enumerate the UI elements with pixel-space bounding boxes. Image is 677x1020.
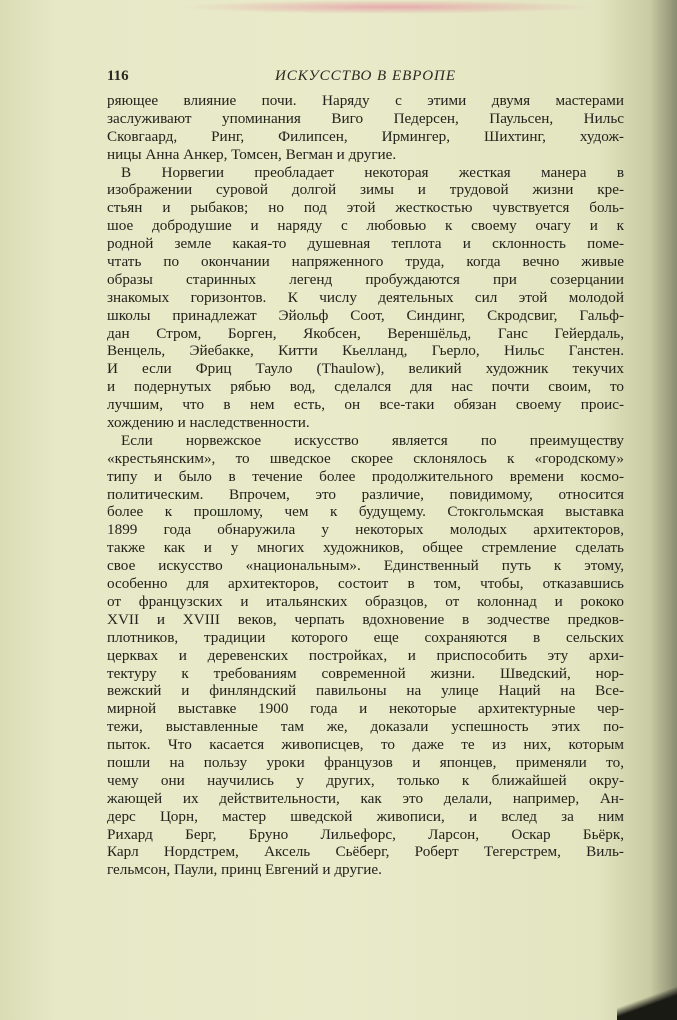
text-line: плотников, традиции которого еще сохраняются в сельских: [107, 628, 624, 646]
page-header: [107, 68, 624, 88]
text-line: «крестьянским», то шведское скорее склонялось к «городскому»: [107, 449, 624, 467]
scan-shadow: [617, 980, 677, 1020]
text-line: тектуру к требованиям современной жизни. Шведский, нор-: [107, 664, 624, 682]
text-line: ницы Анна Анкер, Томсен, Вегман и другие.: [107, 145, 397, 163]
text-line: чему они научились у других, только к ближайшей окру-: [107, 771, 624, 789]
text-line: гельмсон, Паули, принц Евгений и другие.: [107, 861, 382, 879]
page-number: 116: [107, 68, 129, 84]
text-line: 1899 года обнаружила у некоторых молодых архитекторов,: [107, 521, 624, 539]
text-line: также как и у многих художников, общее стремление сделать: [107, 539, 624, 557]
text-line: заслуживают упоминания Виго Педерсен, Паульсен, Нильс: [107, 109, 624, 127]
text-line: изображении суровой долгой зимы и трудовой жизни кре-: [107, 181, 624, 199]
text-line: от французских и итальянских образцов, от колоннад и рококо: [107, 592, 624, 610]
text-line: тежи, выставленные там же, доказали успешность этих по-: [107, 718, 624, 736]
paper-stain: [180, 0, 600, 14]
text-line: дерс Цорн, мастер шведской живописи, и вслед за ним: [107, 807, 624, 825]
text-line: Рихард Берг, Бруно Лильефорс, Ларсон, Оскар Бьёрк,: [107, 825, 624, 843]
text-line: Сковгаард, Ринг, Филипсен, Ирмингер, Шихтинг, худож-: [107, 127, 624, 145]
text-line: мирной выставке 1900 года и некоторые архитектурные чер-: [107, 700, 624, 718]
text-line: политическим. Впрочем, это различие, повидимому, относится: [107, 485, 624, 503]
text-line: особенно для архитекторов, состоит в том, чтобы, отказавшись: [107, 575, 624, 593]
text-line: И если Фриц Тауло (Thaulow), великий художник текучих: [107, 360, 624, 378]
text-line: чтать по окончании напряженного труда, когда вечно живые: [107, 253, 624, 271]
text-line: хождению и наследственности.: [107, 414, 310, 432]
text-line: жающей их действительности, как это делали, например, Ан-: [107, 789, 624, 807]
text-line: свое искусство «национальным». Единственный путь к этому,: [107, 557, 624, 575]
text-line: Карл Нордстрем, Аксель Сьёберг, Роберт Тегерстрем, Виль-: [107, 843, 624, 861]
text-line: более к прошлому, чем к будущему. Стокгольмская выставка: [107, 503, 624, 521]
text-line: вежский и финляндский павильоны на улице Наций на Все-: [107, 682, 624, 700]
text-line: дан Стром, Борген, Якобсен, Вереншёльд, Ганс Гейердаль,: [107, 324, 624, 342]
running-title: ИСКУССТВО В ЕВРОПЕ: [274, 68, 457, 84]
text-line: школы принадлежат Эйольф Соот, Синдинг, Скродсвиг, Гальф-: [107, 306, 624, 324]
text-line: Венцель, Эйебакке, Китти Кьелланд, Гьерло, Нильс Ганстен.: [107, 342, 624, 360]
text-line: ряющее влияние почи. Наряду с этими двумя мастерами: [107, 92, 624, 109]
text-line: типу и было в течение более продолжительного времени космо-: [107, 467, 624, 485]
text-line: знакомых горизонтов. К числу деятельных сил этой молодой: [107, 288, 624, 306]
text-line: и подернутых рябью вод, сделался для нас почти своим, то: [107, 378, 624, 396]
text-line: пыток. Что касается живописцев, то даже те из них, которым: [107, 736, 624, 754]
text-line: пошли на пользу уроки французов и японцев, применяли то,: [107, 753, 624, 771]
text-line: церквах и деревенских постройках, и приспособить эту архи-: [107, 646, 624, 664]
text-line: В Норвегии преобладает некоторая жесткая манера в: [121, 163, 624, 181]
text-line: XVII и XVIII веков, черпать вдохновение в зодчестве предков-: [107, 610, 624, 628]
text-line: Если норвежское искусство является по преимуществу: [121, 431, 624, 449]
text-line: родной земле какая-то душевная теплота и склонность поме-: [107, 235, 624, 253]
text-line: лучшим, что в нем есть, он все-таки обязан своему проис-: [107, 396, 624, 414]
body-text: [107, 92, 624, 879]
text-line: стьян и рыбаков; но под этой жесткостью чувствуется боль-: [107, 199, 624, 217]
text-line: образы старинных легенд пробуждаются при созерцании: [107, 270, 624, 288]
text-line: шое добродушие и наряду с любовью к своему очагу и к: [107, 217, 624, 235]
